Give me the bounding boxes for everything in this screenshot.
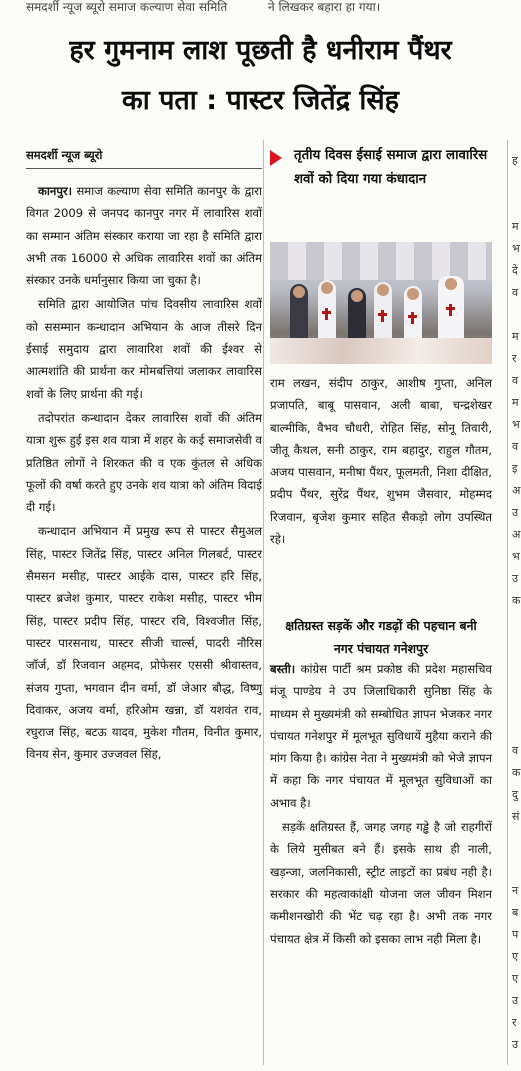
- photo-person-head: [445, 278, 457, 290]
- cross-icon: [411, 312, 414, 324]
- cross-icon: [381, 310, 384, 322]
- column-divider-1: [263, 140, 264, 1065]
- edge-letters-a: ह: [512, 154, 518, 167]
- cross-icon: [325, 308, 328, 320]
- top-strip-left: समदर्शी न्यूज ब्यूरो समाज कल्याण सेवा समिति: [26, 0, 228, 14]
- photo-person-head: [377, 284, 389, 296]
- photo-backdrop: [270, 242, 492, 280]
- headline: [0, 26, 521, 126]
- article-2-column: [270, 658, 492, 950]
- article-1-continuation-text: राम लखन, संदीप ठाकुर, आशीष गुप्ता, अनिल प्रजापति, बाबू पासवान, अली बाबा, चन्द्रशेखर बाल्मीकि, वैभव चौधरी, रोहित सिंह, सोनू तिवारी, जीतू कैथल, सनी ठाकुर, राम बहादुर, राहुल गौतम, अजय पासवान, मनीषा पैंथर, फूलमती, निशा दीक्षित, प्रदीप पैंथर, सुरेंद्र पैंथर, शुभम जैसवार, मोहम्मद रिजवान, बृजेश कुमार सहित सैकड़ो लोग उपस्थित रहे।: [270, 376, 492, 547]
- headline-line-1: हर गुमनाम लाश पूछती है धनीराम पैंथर: [69, 35, 452, 66]
- article-1-paragraph: कन्धादान अभियान में प्रमुख रूप से पास्टर सैमुअल सिंह, पास्टर जितेंद्र सिंह, पास्टर अनिल गिलबर्ट, पास्टर सैमसन मसीह, पास्टर आईके दास, पास्टर हरि सिंह, पास्टर ब्रजेश कुमार, पास्टर राकेश मसीह, पास्टर भीम सिंह, पास्टर प्रदीप सिंह, पास्टर रवि, विश्वजीत सिंह, पास्टर पारसनाथ, पास्टर सीजी चार्ल्स, पादरी नौरिस जॉर्ज, डॉ रिजवान अहमद, प्रोफेसर एससी श्रीवास्तव, संजय गुप्ता, भगवान दीन वर्मा, डॉ जेआर बौद्ध, विष्णु दिवाकर, अजय वर्मा, हरिओम खन्ना, डॉ यशवंत राव, रघुराज सिंह, बटऊ यादव, मुकेश गौतम, विनीत कुमार, विनय सेन, कुमार उज्जवल सिंह,: [26, 524, 262, 762]
- top-strip: [0, 0, 521, 22]
- article-1-paragraph: तदोपरांत कन्धादान देकर लावारिस शवों की अंतिम यात्रा शुरू हुई इस शव यात्रा में शहर के कई समाजसेवी व प्रतिष्ठित लोगों ने शिरकत की व एक कुंतल से अधिक फूलों की वर्षा करते हुए उनके शव यात्रा को अंतिम विदाई दी गई।: [26, 410, 262, 515]
- article-2-dateline: बस्ती।: [270, 662, 296, 676]
- article-1-continuation: [270, 372, 492, 550]
- edge-letters-b: म भ दे व म र व म भ व इ अ उ अ भ उ क: [512, 220, 521, 607]
- article-1-subheading: तृतीय दिवस ईसाई समाज द्वारा लावारिस शवों को दिया गया कंधादान: [294, 148, 488, 187]
- ceremony-photo: [270, 242, 492, 364]
- article-1-paragraph: कानपुर। समाज कल्याण सेवा समिति कानपुर के द्वारा विगत 2009 से जनपद कानपुर नगर में लावारिस शवों का सम्मान अंतिम संस्कार कराया जा रहा है समिति द्वारा अभी तक 16000 से अधिक लावारिस शवों का अंतिम संस्कार उनके धर्मानुसार किया जा चुका है।: [26, 184, 262, 288]
- photo-person-head: [407, 288, 419, 300]
- headline-line-2: का पता : पास्टर जितेंद्र सिंह: [121, 85, 400, 116]
- article-1-dateline: कानपुर।: [38, 184, 73, 198]
- photo-flower-table: [270, 338, 492, 364]
- edge-letters-d: न ब प ए ए उ र उ: [512, 884, 519, 1051]
- photo-person-head: [293, 286, 305, 298]
- byline-rule: [26, 168, 262, 169]
- article-1-column: [26, 180, 262, 766]
- top-strip-right: ने लिखकर बहारा हा गया।: [268, 0, 381, 14]
- byline: समदर्शी न्यूज ब्यूरो: [26, 148, 103, 162]
- article-2-paragraph: सड़कें क्षतिग्रस्त हैं, जगह जगह गड्ढे है जो राहगीरों के लिये मुसीबत बने हैं। इसके साथ ही नाली, खड़न्जा, जलनिकासी, स्ट्रीट लाइटों का प्रबंध नही है। सरकार की महत्वाकांक्षी योजना जल जीवन मिशन कमीशनखोरी की भेंट चढ़ रहा है। अभी तक नगर पंचायत क्षेत्र में किसी को इसका लाभ नही मिला है।: [270, 820, 492, 946]
- column-divider-2: [507, 140, 508, 1065]
- article-1-paragraph: समिति द्वारा आयोजित पांच दिवसीय लावारिस शवों को ससम्मान कन्धादान अभियान के आज तीसरे दिन ईसाई समुदाय द्वारा लावारिश शवों की ईश्वर से आत्मशांति की प्रार्थना कर मोमबत्तियां जलाकर लावारिस शवों के लिए प्रार्थना की गई।: [26, 297, 262, 401]
- article-2-paragraph: बस्ती। कांग्रेस पार्टी श्रम प्रकोष्ठ की प्रदेश महासचिव मंजू पाण्डेय ने उप जिलाधिकारी सुनिष्ठा सिंह के माध्यम से मुख्यमंत्री को सम्बोधित ज्ञापन भेजकर नगर पंचायत गनेशपुर में मूलभूत सुविधायें मुहैया कराने की मांग किया है। कांग्रेस नेता ने मुख्यमंत्री को भेजे ज्ञापन में कहा कि नगर पंचायत में मूलभूत सुविधाओं का अभाव है।: [270, 662, 492, 810]
- article-2-subheading: क्षतिग्रस्त सड़कें और गडढ़ों की पहचान बनी नगर पंचायत गनेशपुर: [285, 618, 477, 656]
- edge-letters-c: व क दु सं: [512, 744, 521, 823]
- photo-person-head: [351, 290, 363, 302]
- red-arrow-icon: [270, 150, 282, 166]
- photo-person-head: [321, 282, 333, 294]
- cross-icon: [449, 304, 452, 316]
